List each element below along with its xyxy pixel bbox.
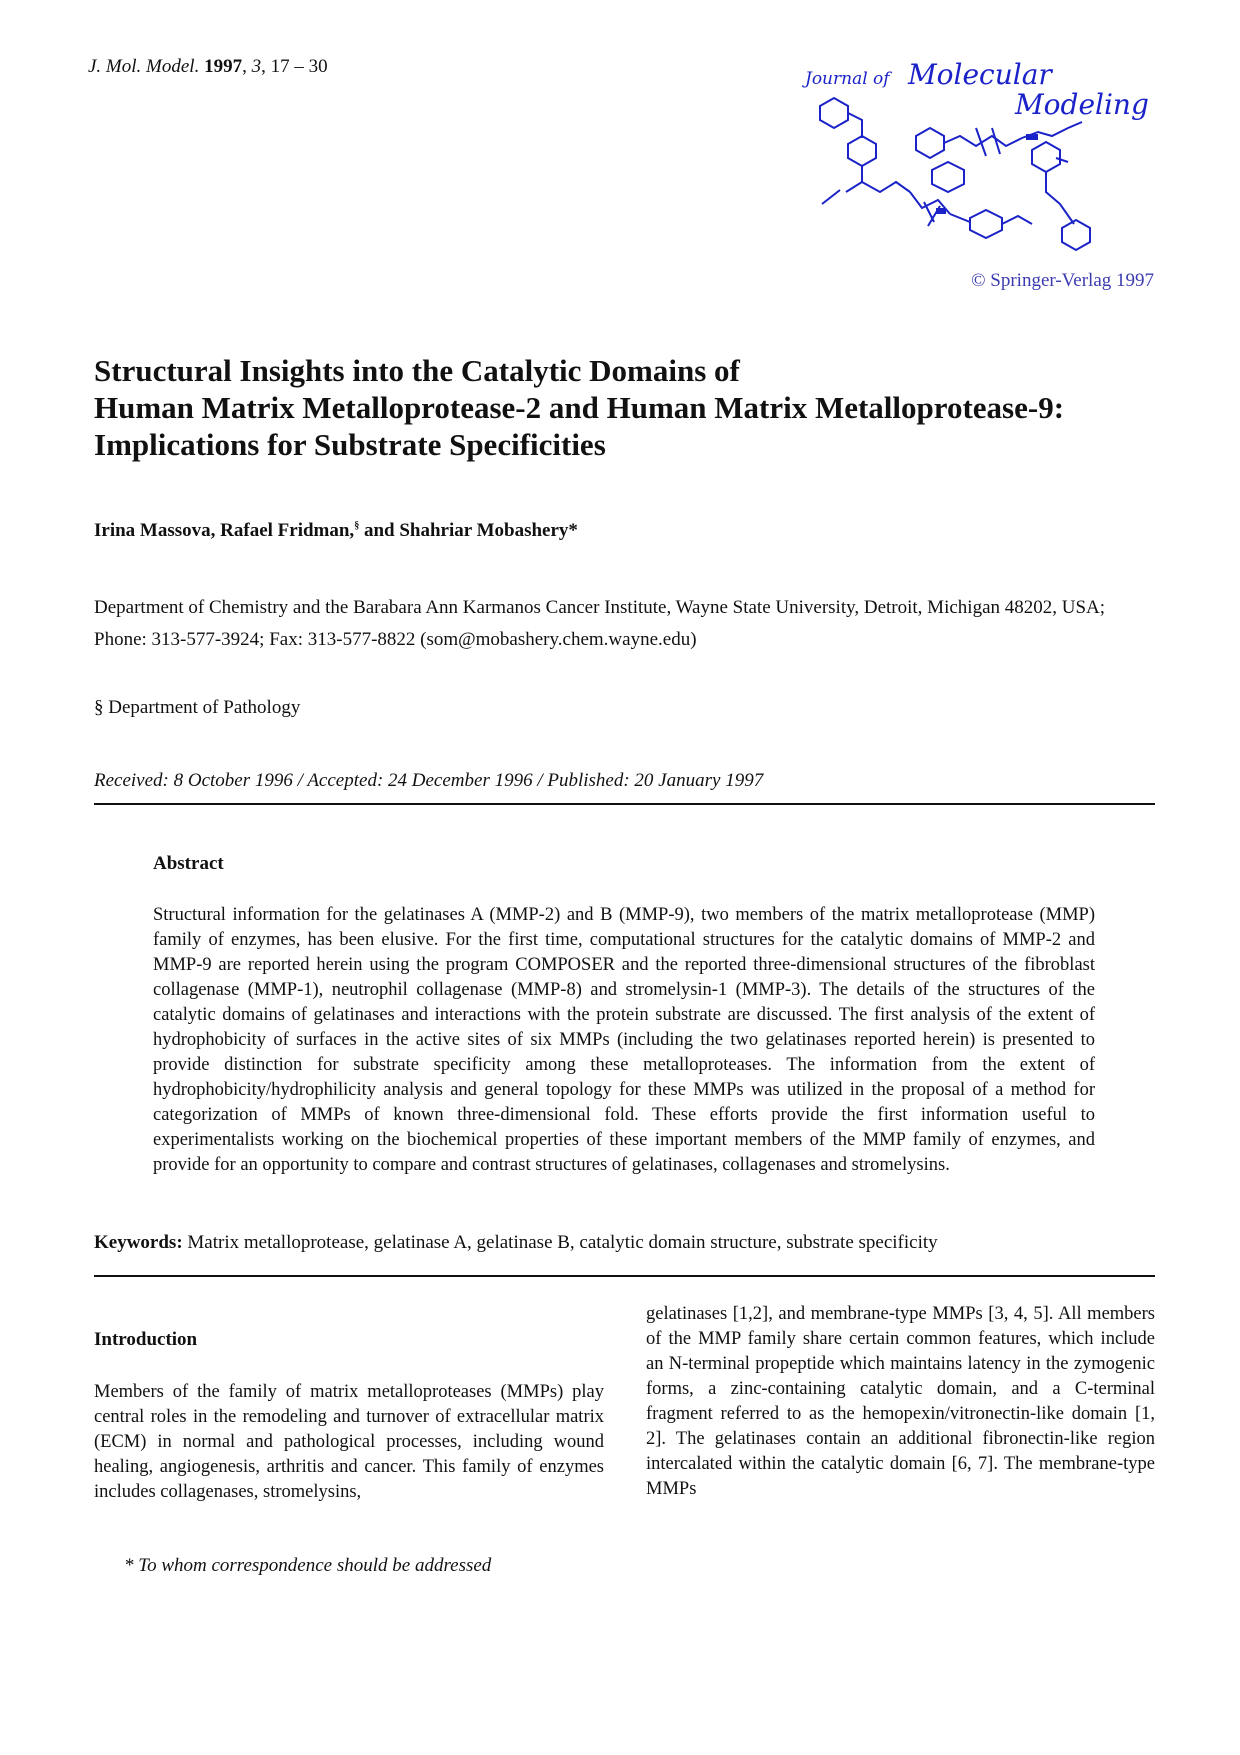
journal-abbrev: J. Mol. Model. — [88, 56, 200, 77]
introduction-right-column: gelatinases [1,2], and membrane-type MMPs [3, 4, 5]. All members of the MMP family share certain common features, which include an N-terminal propeptide which maintains latency in the zymogenic forms, a zinc-containing catalytic domain, and a C-terminal fragment referred to as the hemopexin/vitronectin-like domain [1, 2]. The gelatinases contain an additional fibronectin-like region intercalated within the catalytic domain [6, 7]. The membrane-type MMPs — [646, 1304, 1155, 1499]
molecule-logo-icon — [800, 58, 1160, 254]
abstract-heading: Abstract — [153, 853, 224, 874]
publication-dates: Received: 8 October 1996 / Accepted: 24 December 1996 / Published: 20 January 1997 — [94, 770, 764, 791]
title-line-1: Structural Insights into the Catalytic Domains of — [94, 353, 740, 388]
logo-text-molecular: Molecular — [908, 58, 1052, 91]
correspondence-footnote: * To whom correspondence should be addressed — [124, 1555, 492, 1576]
authors-part-2: and Shahriar Mobashery* — [359, 520, 578, 541]
journal-year: 1997 — [204, 56, 243, 77]
title-line-3: Implications for Substrate Specificities — [94, 427, 606, 462]
logo-text-journal: Journal of — [805, 69, 890, 89]
affiliation: Department of Chemistry and the Barabara Ann Karmanos Cancer Institute, Wayne State University, Detroit, Michigan 48202, USA; Phone: 313-577-3924; Fax: 313-577-8822 (som@mobashery.chem.wayne.edu) — [94, 597, 1106, 650]
affiliation-secondary: § Department of Pathology — [94, 697, 301, 718]
journal-logo — [800, 58, 1160, 254]
journal-pages: , 17 – 30 — [261, 56, 328, 77]
authors-part-1: Irina Massova, Rafael Fridman, — [94, 520, 355, 541]
authors-footnote-mark: § — [354, 520, 360, 532]
divider-bottom — [94, 1275, 1155, 1277]
introduction-left-column: Members of the family of matrix metalloproteases (MMPs) play central roles in the remodeling and turnover of extracellular matrix (ECM) in normal and pathological processes, including wound healing, angiogenesis, arthritis and cancer. This family of enzymes includes collagenases, stromelysins, — [94, 1382, 604, 1502]
journal-citation: J. Mol. Model. 1997, 3, 17 – 30 — [88, 56, 328, 77]
keywords-label: Keywords: — [94, 1232, 183, 1253]
divider-top — [94, 803, 1155, 805]
author-list — [94, 520, 578, 542]
keywords-text: Matrix metalloprotease, gelatinase A, gelatinase B, catalytic domain structure, substrate specificity — [182, 1232, 938, 1253]
abstract-text: Structural information for the gelatinases A (MMP-2) and B (MMP-9), two members of the matrix metalloprotease (MMP) family of enzymes, has been elusive. For the first time, computational structures for the catalytic domains of MMP-2 and MMP-9 are reported herein using the program COMPOSER and the reported three-dimensional structures of the fibroblast collagenase (MMP-1), neutrophil collagenase (MMP-8) and stromelysin-1 (MMP-3). The details of the structures of the catalytic domains of gelatinases and interactions with the protein substrate are discussed. The first analysis of the extent of hydrophobicity of surfaces in the active sites of six MMPs (including the two gelatinases reported herein) is presented to provide distinction for substrate specificity among these metalloproteases. The information from the extent of hydrophobicity/hydrophilicity analysis and general topology for these MMPs was utilized in the proposal of a method for categorization of MMPs of known three-dimensional fold. These efforts provide the first information useful to experimentalists working on the biochemical properties of these important members of the MMP family of enzymes, and provide for an opportunity to compare and contrast structures of gelatinases, collagenases and stromelysins. — [153, 905, 1095, 1175]
introduction-heading: Introduction — [94, 1329, 198, 1350]
title-line-2: Human Matrix Metalloprotease-2 and Human Matrix Metalloprotease-9: — [94, 390, 1065, 425]
copyright-notice: © Springer-Verlag 1997 — [971, 270, 1154, 291]
logo-text-modeling: Modeling — [1015, 88, 1149, 121]
journal-volume: 3 — [251, 56, 262, 77]
article-title — [94, 352, 1194, 463]
keywords — [94, 1232, 938, 1254]
